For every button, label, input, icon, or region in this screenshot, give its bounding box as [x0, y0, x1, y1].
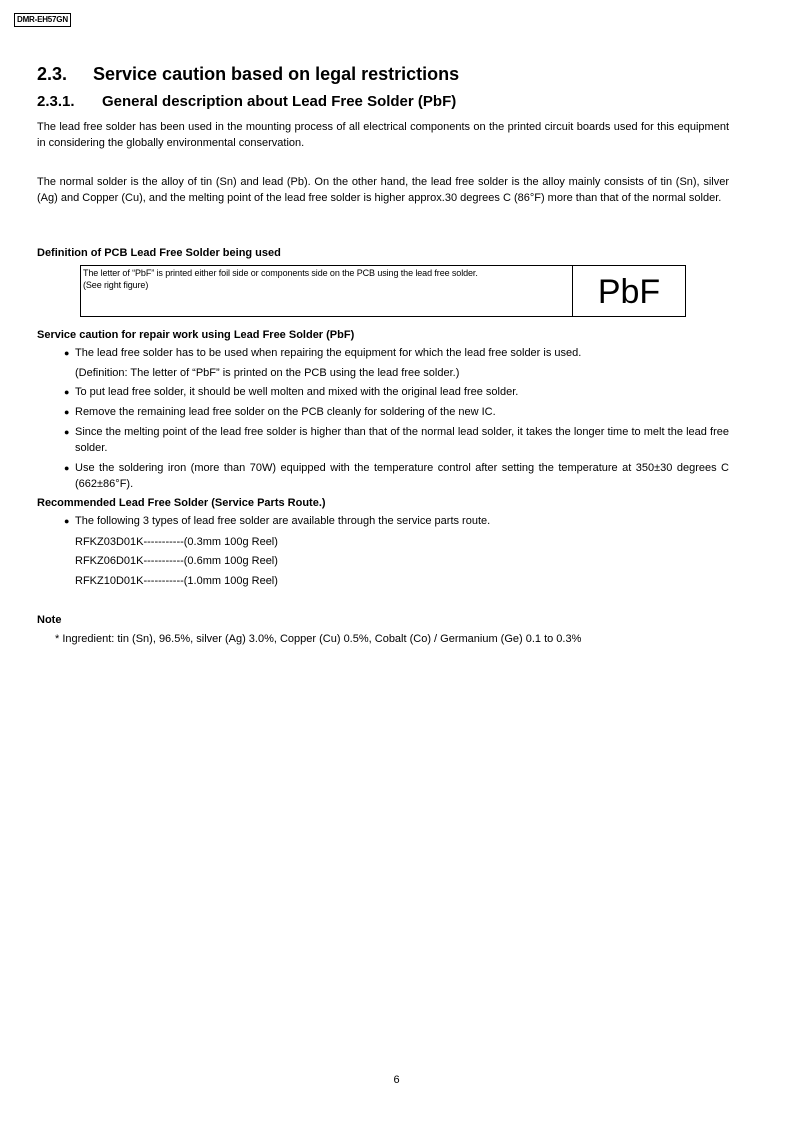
definition-line-1: The letter of “PbF” is printed either foil side or components side on the PCB using the lead free solder.: [83, 268, 478, 278]
caution-list-continued: [63, 384, 729, 492]
part-number-line: RFKZ06D01K-----------(0.6mm 100g Reel): [75, 555, 278, 567]
recommended-heading: Recommended Lead Free Solder (Service Parts Route.): [37, 497, 326, 509]
list-item: [63, 460, 729, 492]
intro-paragraph-2: The normal solder is the alloy of tin (Sn) and lead (Pb). On the other hand, the lead free solder is the alloy mainly consists of tin (Sn), silver (Ag) and Copper (Cu), and the melting point of the lead free solder is higher approx.30 degrees C (86°F) more than that of the normal solder.: [37, 176, 729, 204]
note-text: * Ingredient: tin (Sn), 96.5%, silver (Ag) 3.0%, Copper (Cu) 0.5%, Cobalt (Co) / Germanium (Ge) 0.1 to 0.3%: [55, 633, 582, 645]
list-item-text: Use the soldering iron (more than 70W) equipped with the temperature control after setting the temperature at 350±30 degrees C (662±86°F).: [75, 462, 729, 490]
list-item-text: The following 3 types of lead free solder are available through the service parts route.: [75, 515, 491, 527]
list-item: [63, 424, 729, 456]
list-item-text: The lead free solder has to be used when repairing the equipment for which the lead free solder is used.: [75, 347, 582, 359]
bullet-dot-icon: ●: [64, 427, 70, 437]
section-title: Service caution based on legal restrictions: [93, 64, 460, 84]
section-heading: [37, 62, 459, 86]
definition-table: [80, 265, 686, 317]
bullet-dot-icon: ●: [64, 348, 70, 358]
definition-line-2: (See right figure): [83, 280, 149, 290]
model-label: DMR-EH57GN: [14, 13, 71, 27]
caution-heading: Service caution for repair work using Lead Free Solder (PbF): [37, 329, 355, 341]
bullet-dot-icon: ●: [64, 516, 70, 526]
caution-list: [63, 345, 729, 361]
list-item-text: To put lead free solder, it should be well molten and mixed with the original lead free solder.: [75, 386, 519, 398]
list-item: [63, 404, 729, 420]
part-number-line: RFKZ03D01K-----------(0.3mm 100g Reel): [75, 536, 278, 548]
bullet-dot-icon: ●: [64, 387, 70, 397]
subsection-heading: [37, 92, 456, 112]
list-item: [63, 384, 729, 400]
caution-definition-note: (Definition: The letter of “PbF” is printed on the PCB using the lead free solder.): [75, 367, 460, 379]
note-heading: Note: [37, 614, 62, 626]
part-number-line: RFKZ10D01K-----------(1.0mm 100g Reel): [75, 575, 278, 587]
definition-heading: Definition of PCB Lead Free Solder being used: [37, 247, 281, 259]
section-number: 2.3.: [37, 64, 68, 84]
list-item: [63, 513, 729, 529]
pbf-mark: PbF: [597, 273, 661, 311]
definition-text-cell: [81, 266, 573, 316]
list-item: [63, 345, 729, 361]
recommended-list: [63, 513, 729, 529]
subsection-number: 2.3.1.: [37, 93, 75, 110]
list-item-text: Since the melting point of the lead free solder is higher than that of the normal lead solder, it takes the longer time to melt the lead free solder.: [75, 426, 729, 454]
bullet-dot-icon: ●: [64, 463, 70, 473]
page-number: 6: [393, 1074, 400, 1086]
subsection-title: General description about Lead Free Solder (PbF): [102, 93, 457, 110]
bullet-dot-icon: ●: [64, 407, 70, 417]
list-item-text: Remove the remaining lead free solder on the PCB cleanly for soldering of the new IC.: [75, 406, 496, 418]
intro-paragraph-1: The lead free solder has been used in the mounting process of all electrical components on the printed circuit boards used for this equipment in considering the globally environmental conservation.: [37, 121, 729, 149]
